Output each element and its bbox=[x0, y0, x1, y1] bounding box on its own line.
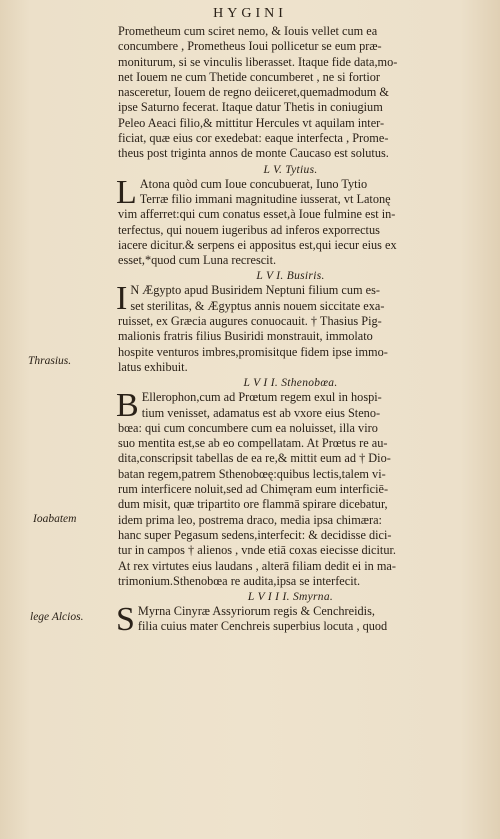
text-line: Terræ filio immani magnitudine iusserat, vt Latonę bbox=[139, 191, 391, 206]
text-line: ficiat, quæ eius cor exedebat: eaque interfecta , Prome- bbox=[118, 131, 389, 146]
text-line: rum interficere noluit,sed ad Chimęram eum interficiē- bbox=[118, 482, 389, 497]
text-line: hospite venturos imbres,promisitque fidem ipse immo- bbox=[118, 344, 388, 359]
margin-note-ioabatem: Ioabatem bbox=[33, 513, 77, 525]
section-tytius bbox=[118, 163, 463, 269]
drop-cap: S bbox=[116, 601, 135, 639]
text-line: idem prima leo, postrema draco, media ipsa chimæra: bbox=[118, 512, 382, 527]
text-line: tur in campos † alienos , vnde etiā coxas eiecisse dicitur. bbox=[118, 543, 396, 558]
text-line: Ellerophon,cum ad Prœtum regem exul in hospi- bbox=[141, 390, 382, 405]
text-line: filia cuius mater Cenchreis superbius locuta , quod bbox=[137, 619, 388, 634]
margin-note-alcios: lege Alcios. bbox=[30, 611, 84, 623]
fable-title: L V I I. Sthenobœa. bbox=[243, 377, 338, 390]
text-line: net Iouem ne cum Thetide concumberet , ne si fortior bbox=[118, 69, 381, 84]
text-line: At rex virtutes eius laudans , alterā filiam dedit ei in ma- bbox=[118, 558, 396, 573]
text-line: Myrna Cinyræ Assyriorum regis & Cenchreidis, bbox=[137, 604, 375, 619]
running-head: HYGINI bbox=[213, 6, 287, 21]
fable-title: L V. Tytius. bbox=[263, 163, 318, 176]
text-line: theus post triginta annos de monte Caucaso est solutus. bbox=[118, 146, 389, 161]
drop-cap: B bbox=[116, 387, 139, 425]
text-line: vim afferret:qui cum conatus esset,à Ioue fulmine est in- bbox=[118, 207, 396, 222]
text-line: ipse Saturno fecerat. Itaque datur Thetis in coniugium bbox=[118, 100, 383, 115]
text-line: esset,*quod cum Luna recrescit. bbox=[118, 253, 277, 268]
text-line: batan regem,patrem Sthenobœę:quibus lectis,talem vi- bbox=[118, 466, 386, 481]
drop-cap: I bbox=[116, 280, 128, 318]
text-line: moniturum, si se vinculis liberasset. Itaque fide data,mo- bbox=[118, 54, 398, 69]
text-line: concumbere , Prometheus Ioui pollicetur se eum præ- bbox=[118, 39, 382, 54]
text-line: ruisset, ex Græcia augures conuocauit. † Thasius Pig- bbox=[118, 314, 382, 329]
text-line: Prometheum cum sciret nemo, & Iouis vellet cum ea bbox=[118, 24, 378, 38]
text-line: latus exhibuit. bbox=[118, 359, 188, 374]
text-line: Peleo Aeaci filio,& mittitur Hercules vt aquilam inter- bbox=[118, 115, 385, 130]
main-text bbox=[116, 24, 463, 639]
text-line: bœa: qui cum concumbere cum ea noluisset, illa viro bbox=[118, 420, 378, 435]
drop-cap: L bbox=[116, 173, 137, 211]
text-line: Atona quòd cum Ioue concubuerat, Iuno Tytio bbox=[139, 176, 368, 191]
text-line: dita,conscripsit tabellas de ea re,& mittit eum ad † Dio- bbox=[118, 451, 391, 466]
text-line: nasceretur, Iouem de regno deiiceret,quemadmodum & bbox=[118, 85, 389, 100]
section-busiris bbox=[118, 269, 463, 375]
margin-note-thrasius: Thrasius. bbox=[28, 355, 72, 367]
text-line: malionis fratris filius Busiridi monstrauit, immolato bbox=[118, 329, 373, 344]
text-line: suo mentita est,se ab eo compellatam. At Prœtus re au- bbox=[118, 436, 388, 451]
text-line: hanc super Pegasum sedens,interfecit: & decidisse dici- bbox=[118, 527, 392, 542]
text-line: set sterilitas, & Ægyptus annis nouem siccitate exa- bbox=[130, 298, 385, 313]
section-smyrna bbox=[116, 590, 463, 639]
text-line: trimonium.Sthenobœa re audita,ipsa se interfecit. bbox=[118, 573, 361, 588]
section-prometheus bbox=[118, 24, 463, 162]
text-line: N Ægypto apud Busiridem Neptuni filium cum es- bbox=[130, 283, 380, 298]
section-sthenoboea bbox=[118, 376, 463, 589]
text-line: terfectus, qui nouem iugeribus ad inferos exporrectus bbox=[118, 222, 380, 237]
text-line: tium venisset, adamatus est ab vxore eius Steno- bbox=[141, 405, 381, 420]
text-line: dum misit, quæ tripartito ore flammā spirare dicebatur, bbox=[118, 497, 388, 512]
text-line: iacere dicitur.& serpens ei appositus est,qui iecur eius ex bbox=[118, 237, 397, 252]
fable-title: L V I. Busiris. bbox=[256, 270, 325, 283]
fable-title: L V I I I. Smyrna. bbox=[247, 591, 334, 604]
